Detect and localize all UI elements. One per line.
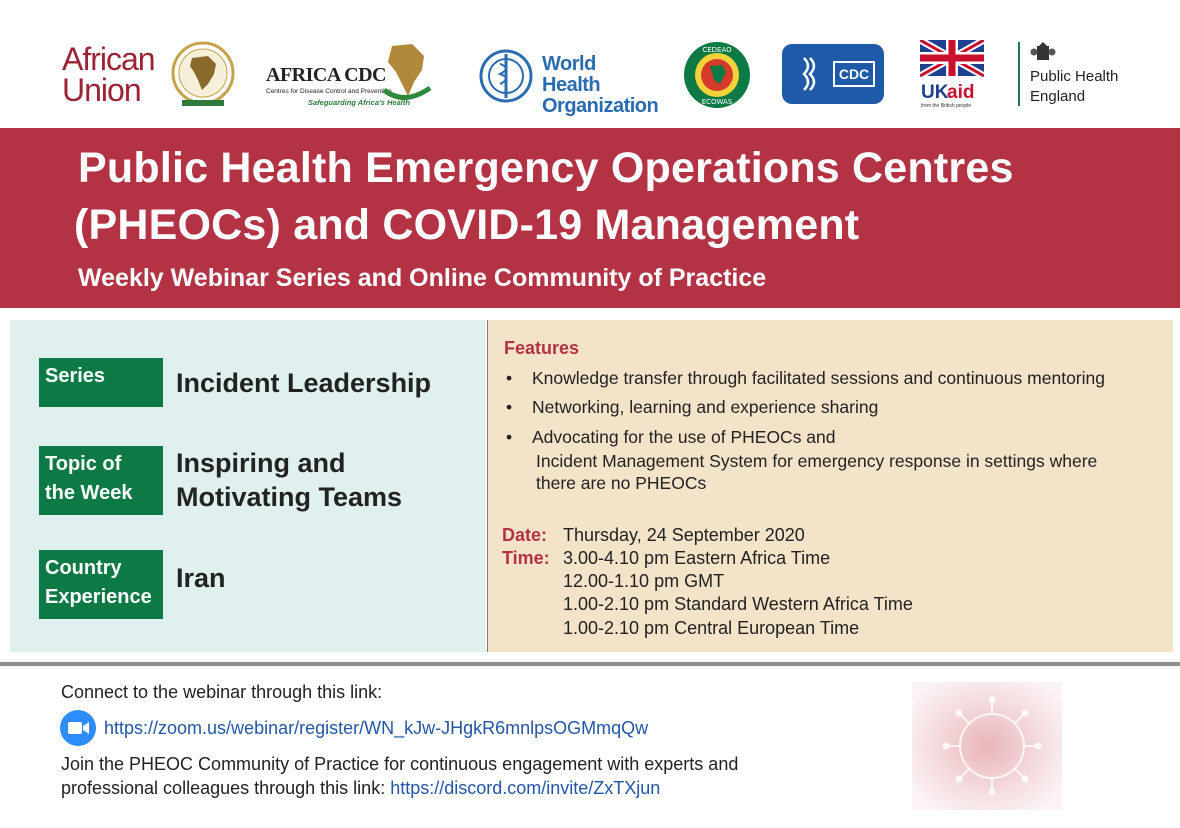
title-line-1: Public Health Emergency Operations Centres [78, 144, 1014, 192]
country-label: Country Experience [39, 550, 163, 619]
phe-line1: Public Health [1030, 68, 1119, 85]
time-value: 1.00-2.10 pm Central European Time [563, 618, 860, 638]
african-union-logo [62, 40, 242, 110]
topic-value: Inspiring and Motivating Teams [176, 448, 403, 512]
join-text: Join the PHEOC Community of Practice for continuous engagement with experts and [61, 754, 739, 774]
africa-cdc-subtitle: Centres for Disease Control and Prevention [266, 88, 392, 95]
title-banner [0, 128, 1180, 308]
time-value: 12.00-1.10 pm GMT [563, 571, 725, 591]
zoom-link[interactable]: https://zoom.us/webinar/register/WN_kJw-JHgkR6mnlpsOGMmqQw [104, 718, 649, 738]
time-value: 3.00-4.10 pm Eastern Africa Time [563, 548, 831, 568]
topic-label: Topic of the Week [39, 446, 163, 515]
divider [0, 662, 1180, 666]
ecowas-logo [682, 40, 752, 115]
features-panel: Features • Knowledge transfer through facilitated sessions and continuous mentoring • Networking, learning and experience sharing • Advocating for the use of PHEOCs and Incident Management System for emergency response in settings where there are no PHEOCs Date: Thursday, 24 September 2020 Time: 3.00-4.10 pm Eastern Africa Time 12.00-1.10 pm GMT 1.00-2.10 pm Standard Western Africa Time 1.00-2.10 pm Central European Time [487, 320, 1173, 652]
africa-map-icon [374, 40, 440, 106]
series-label: Series [39, 358, 163, 407]
ecowas-bottom-text: ECOWAS [701, 98, 733, 106]
au-line1: African [62, 41, 155, 77]
au-emblem-icon [168, 40, 238, 108]
who-emblem-icon [476, 48, 536, 104]
who-line2: Organization [542, 95, 659, 117]
ecowas-top-text: CEDEAO [702, 46, 732, 54]
royal-crest-icon [1030, 42, 1056, 64]
africa-cdc-name: AFRICA CDC [266, 64, 386, 86]
cdc-logo [782, 44, 884, 109]
coronavirus-image [912, 682, 1062, 810]
time-value: 1.00-2.10 pm Standard Western Africa Time [563, 594, 913, 614]
details-panel [10, 320, 486, 652]
au-line2: Union [62, 72, 141, 108]
features-title: Features [504, 338, 580, 358]
africa-cdc-logo [266, 40, 442, 110]
discord-link[interactable]: https://discord.com/invite/ZxTXjun [390, 778, 661, 798]
ukaid-uk-text: UK [921, 82, 949, 103]
bullet-icon: • [506, 427, 513, 447]
title-line-2: (PHEOCs) and COVID-19 Management [74, 201, 860, 249]
time-label: Time: [502, 548, 550, 568]
union-flag-icon [920, 40, 984, 110]
join-text-line2: professional colleagues through this link: https://discord.com/invite/ZxTXjun [61, 778, 661, 798]
phe-logo [1018, 42, 1148, 106]
africa-cdc-tagline: Safeguarding Africa's Health [308, 98, 410, 107]
series-value: Incident Leadership [176, 368, 432, 398]
zoom-icon [60, 710, 96, 746]
date-label: Date: [502, 525, 548, 545]
info-panels [10, 320, 1173, 652]
cdc-text: CDC [838, 66, 870, 82]
phe-line2: England [1030, 88, 1086, 105]
who-logo [476, 48, 659, 117]
ecowas-emblem-icon [682, 40, 752, 110]
ukaid-sub-text: from the British people [921, 103, 972, 109]
banner-subtitle: Weekly Webinar Series and Online Community of Practice [78, 264, 767, 292]
bullet-icon: • [506, 368, 513, 388]
country-value: Iran [176, 563, 226, 593]
who-line1: World Health [542, 53, 601, 96]
cdc-emblem-icon [782, 44, 884, 104]
connect-text: Connect to the webinar through this link: [61, 682, 383, 702]
ukaid-logo [920, 40, 984, 115]
ukaid-aid-text: aid [947, 82, 975, 103]
date-value: Thursday, 24 September 2020 [563, 525, 805, 545]
partner-logos [0, 0, 1180, 128]
bullet-icon: • [506, 397, 513, 417]
